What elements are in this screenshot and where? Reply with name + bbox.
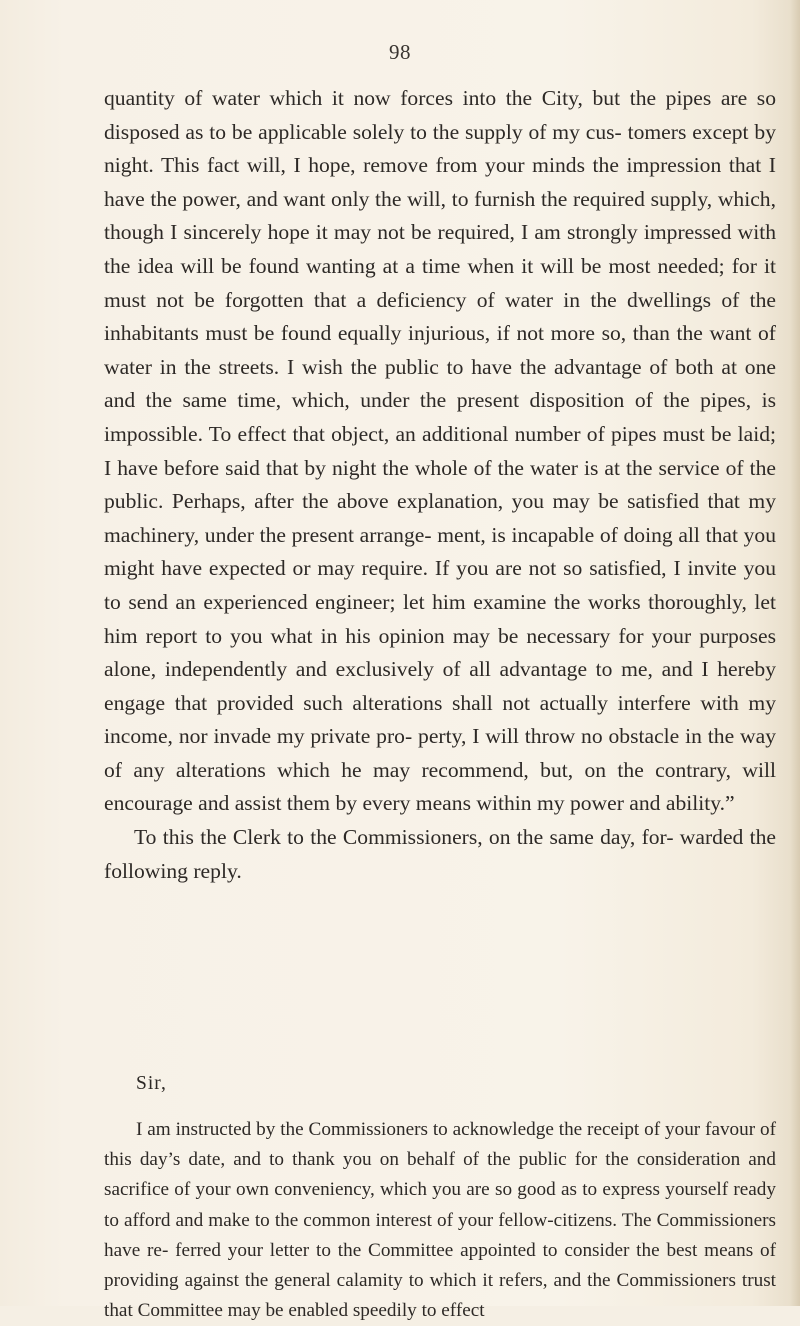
reply-letter-paragraph: I am instructed by the Commissioners to acknowledge the receipt of your favour of this day’s date, and to thank you on behalf of the public for the consideration and sacrifice of your own conveniency, which you are so good as to express yourself ready to afford and make to the common interest of your fellow-citizens. The Commissioners have re- ferred your letter to the Committee appointed to consider the best means of providing against the general calamity to which it refers, and the Commissioners trust that Committee may be enabled speedily to effect [104,1119,776,1322]
body-text [104,82,776,888]
paragraph-quoted-letter-end: quantity of water which it now forces into the City, but the pipes are so disposed as to be applicable solely to the supply of my cus- tomers except by night. This fact will, I hope, remove from your minds the impression that I have the power, and want only the will, to furnish the required supply, which, though I sincerely hope it may not be required, I am strongly impressed with the idea will be found wanting at a time when it will be most needed; for it must not be forgotten that a deficiency of water in the dwellings of the inhabitants must be found equally injurious, if not more so, than the want of water in the streets. I wish the public to have the advantage of both at one and the same time, which, under the present disposition of the pipes, is impossible. To effect that object, an additional number of pipes must be laid; I have before said that by night the whole of the water is at the service of the public. Perhaps, after the above explanation, you may be satisfied that my machinery, under the present arrange- ment, is incapable of doing all that you might have expected or may require. If you are not so satisfied, I invite you to send an experienced engineer; let him examine the works thoroughly, let him report to you what in his opinion may be necessary for your purposes alone, independently and exclusively of all advantage to me, and I hereby engage that provided such alterations shall not actually interfere with my income, nor invade my private pro- perty, I will throw no obstacle in the way of any alterations which he may recommend, but, on the contrary, will encourage and assist them by every means within my power and ability.” [104,86,776,816]
page-edge-shading [790,0,800,1306]
letter-salutation: Sir, [136,1073,167,1094]
paragraph-reply-intro: To this the Clerk to the Commissioners, on the same day, for- warded the following reply. [104,825,776,883]
page-number: 98 [389,40,411,64]
reply-letter-text [104,1115,776,1326]
